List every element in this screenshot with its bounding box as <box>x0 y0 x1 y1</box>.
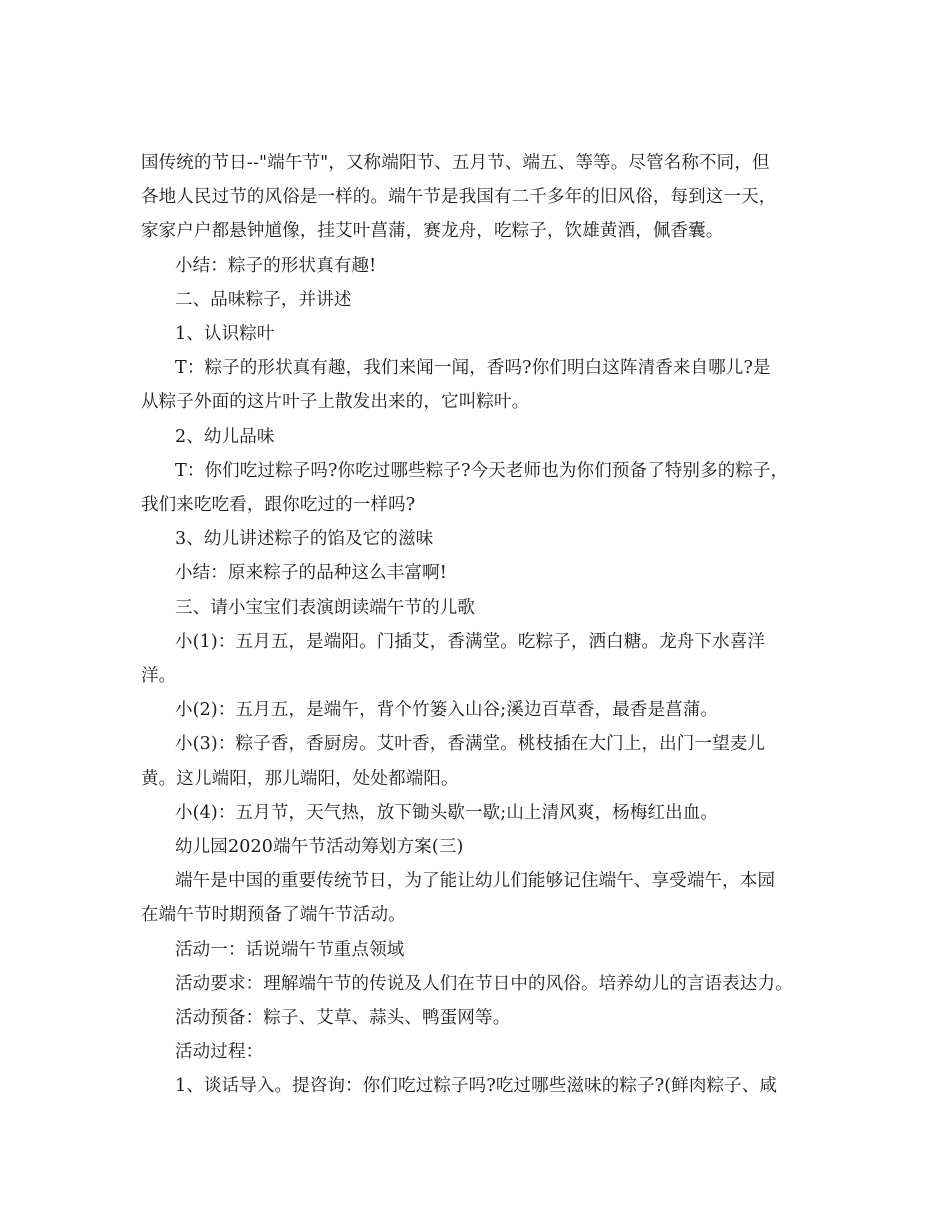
text-line: 1、谈话导入。提咨询：你们吃过粽子吗?吃过哪些滋味的粽子?(鲜肉粽子、咸 <box>175 1076 778 1097</box>
text-line: 小结：粽子的形状真有趣! <box>175 255 377 276</box>
section-heading: 三、请小宝宝们表演朗读端午节的儿歌 <box>175 597 476 618</box>
text-line: 小(1)：五月五，是端阳。门插艾，香满堂。吃粽子，洒白糖。龙舟下水喜洋 <box>175 631 766 652</box>
text-line: 活动一：话说端午节重点领域 <box>175 939 405 960</box>
document-body <box>141 146 831 1104</box>
text-line: 各地人民过节的风俗是一样的。端午节是我国有二千多年的旧风俗，每到这一天， <box>141 187 777 208</box>
text-line: 我们来吃吃看，跟你吃过的一样吗? <box>141 495 416 516</box>
text-line: 家家户户都悬钟馗像，挂艾叶菖蒲，赛龙舟，吃粽子，饮雄黄酒，佩香囊。 <box>141 221 724 242</box>
text-line: 小结：原来粽子的品种这么丰富啊! <box>175 563 447 584</box>
text-line: 黄。这儿端阳，那儿端阳，处处都端阳。 <box>141 768 459 789</box>
text-line: T：粽子的形状真有趣，我们来闻一闻，香吗?你们明白这阵清香来自哪儿?是 <box>175 358 771 379</box>
text-line: 从粽子外面的这片叶子上散发出来的，它叫粽叶。 <box>141 392 530 413</box>
text-line: 端午是中国的重要传统节日，为了能让幼儿们能够记住端午、享受端午，本园 <box>175 871 776 892</box>
text-line: 3、幼儿讲述粽子的馅及它的滋味 <box>175 529 434 550</box>
text-line: 2、幼儿品味 <box>175 426 275 447</box>
text-line: 活动要求：理解端午节的传说及人们在节日中的风俗。培养幼儿的言语表达力。 <box>175 973 793 994</box>
text-line: 小(2)：五月五，是端午，背个竹篓入山谷;溪边百草香，最香是菖蒲。 <box>175 700 719 721</box>
section-title: 幼儿园2020端午节活动筹划方案(三) <box>175 837 464 858</box>
text-line: 活动预备：粽子、艾草、蒜头、鸭蛋网等。 <box>175 1008 511 1029</box>
section-heading: 二、品味粽子，并讲述 <box>175 289 352 310</box>
text-line: 国传统的节日--"端午节"，又称端阳节、五月节、端五、等等。尽管名称不同，但 <box>141 153 770 173</box>
text-line: T：你们吃过粽子吗?你吃过哪些粽子?今天老师也为你们预备了特别多的粽子， <box>175 460 789 481</box>
text-line: 小(4)：五月节，天气热，放下锄头歇一歇;山上清风爽，杨梅红出血。 <box>175 802 719 823</box>
text-line: 1、认识粽叶 <box>175 324 275 345</box>
text-line: 小(3)：粽子香，香厨房。艾叶香，香满堂。桃枝插在大门上，出门一望麦儿 <box>175 734 766 755</box>
text-line: 洋。 <box>141 666 177 687</box>
text-line: 在端午节时期预备了端午节活动。 <box>141 905 406 926</box>
text-line: 活动过程： <box>175 1042 264 1063</box>
